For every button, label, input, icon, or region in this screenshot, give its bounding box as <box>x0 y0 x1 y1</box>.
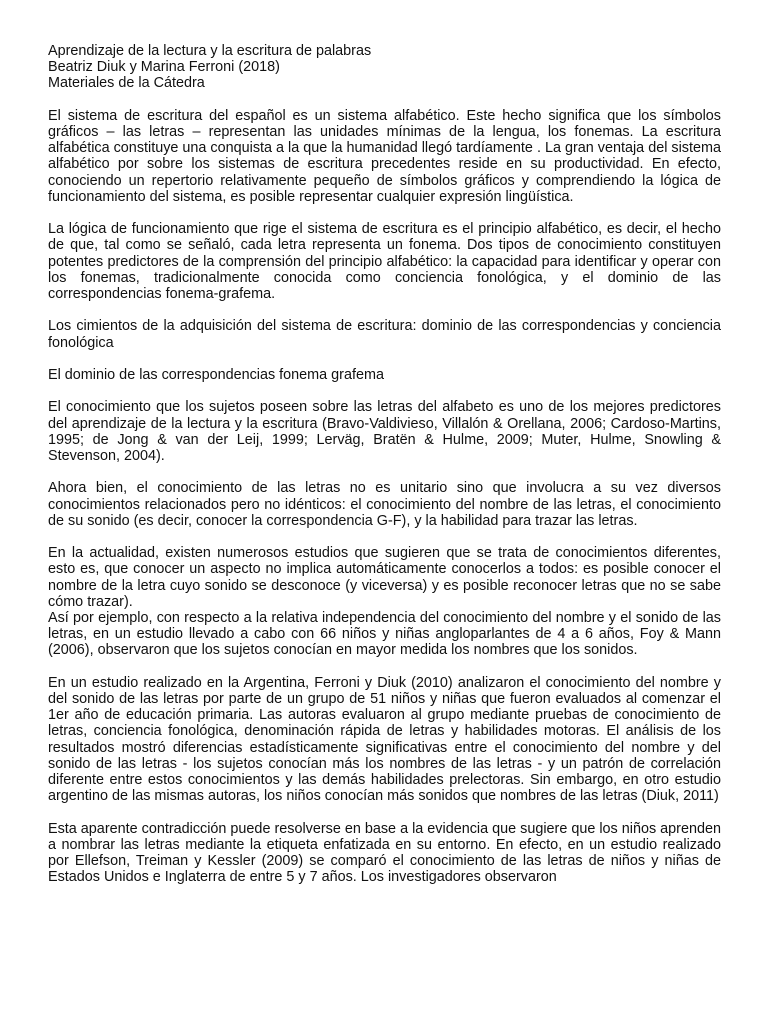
subsection-heading-correspondencias: El dominio de las correspondencias fonema grafema <box>48 367 384 383</box>
paragraph-intro: El sistema de escritura del español es un sistema alfabético. Este hecho significa que los símbolos gráficos – las letras – representan las unidades mínimas de la lengua, los fonemas. La escritura alfabética constituye una conquista a la que la humanidad llegó tardíamente . La gran ventaja del sistema alfabético por sobre los sistemas de escritura precedentes reside en su productividad. En efecto, conociendo un repertorio relativamente pequeño de símbolos gráficos y comprendiendo la lógica de funcionamiento del sistema, es posible representar cualquier expresión lingüística. <box>48 107 721 205</box>
document-header <box>48 43 721 92</box>
section-heading-cimientos: Los cimientos de la adquisición del sistema de escritura: dominio de las correspondencias y conciencia fonológica <box>48 318 721 351</box>
paragraph-ejemplo: Así por ejemplo, con respecto a la relativa independencia del conocimiento del nombre y el sonido de las letras, en un estudio llevado a cabo con 66 niños y niñas angloparlantes de 4 a 6 años, Foy & Mann (2006), observaron que los sujetos conocían en mayor medida los nombres que los sonidos. <box>48 610 721 659</box>
document-page <box>48 43 721 902</box>
paragraph-actualidad: En la actualidad, existen numerosos estudios que sugieren que se trata de conocimientos diferentes, esto es, que conocer un aspecto no implica automáticamente conocerlos a todos: es posible conocer el nombre de la letra cuyo sonido se desconoce (y viceversa) y es posible reconocer letras que no se sabe cómo trazar). <box>48 545 721 610</box>
paragraph-ahora-bien: Ahora bien, el conocimiento de las letras no es unitario sino que involucra a su vez diversos conocimientos relacionados pero no idénticos: el conocimiento del nombre de las letras, el conocimiento de su sonido (es decir, conocer la correspondencia G-F), y la habilidad para trazar las letras. <box>48 480 721 529</box>
document-authors: Beatriz Diuk y Marina Ferroni (2018) <box>48 59 280 76</box>
document-source: Materiales de la Cátedra <box>48 75 205 92</box>
paragraph-principio-alfabetico: La lógica de funcionamiento que rige el sistema de escritura es el principio alfabético, es decir, el hecho de que, tal como se señaló, cada letra representa un fonema. Dos tipos de conocimiento constituyen potentes predictores de la comprensión del principio alfabético: la capacidad para identificar y operar con los fonemas, tradicionalmente conocida como conciencia fonológica, y el dominio de las correspondencias fonema-grafema. <box>48 221 721 303</box>
document-title: Aprendizaje de la lectura y la escritura de palabras <box>48 43 372 59</box>
paragraph-estudio-argentina: En un estudio realizado en la Argentina, Ferroni y Diuk (2010) analizaron el conocimiento del nombre y del sonido de las letras por parte de un grupo de 51 niños y niñas que fueron evaluados al comenzar el 1er año de educación primaria. Las autoras evaluaron al grupo mediante pruebas de conocimiento de letras, conciencia fonológica, denominación rápida de letras y habilidades motoras. El análisis de los resultados mostró diferencias estadísticamente significativas entre el conocimiento del nombre y del sonido de las letras - los sujetos conocían más los nombres de las letras - y un patrón de correlación diferente entre estos conocimientos y las demás habilidades prelectoras. Sin embargo, en otro estudio argentino de las mismas autoras, los niños conocían más sonidos que nombres de las letras (Diuk, 2011) <box>48 674 721 805</box>
paragraph-contradiccion: Esta aparente contradicción puede resolverse en base a la evidencia que sugiere que los niños aprenden a nombrar las letras mediante la etiqueta enfatizada en su entorno. En efecto, en un estudio realizado por Ellefson, Treiman y Kessler (2009) se comparó el conocimiento de las letras de niños y niñas de Estados Unidos e Inglaterra de entre 5 y 7 años. Los investigadores observaron <box>48 820 721 886</box>
paragraph-conocimiento-letras: El conocimiento que los sujetos poseen sobre las letras del alfabeto es uno de los mejores predictores del aprendizaje de la lectura y la escritura (Bravo-Valdivieso, Villalón & Orellana, 2006; Cardoso-Martins, 1995; de Jong & van der Leij, 1999; Lerväg, Bratën & Hulme, 2009; Muter, Hulme, Snowling & Stevenson, 2004). <box>48 399 721 464</box>
